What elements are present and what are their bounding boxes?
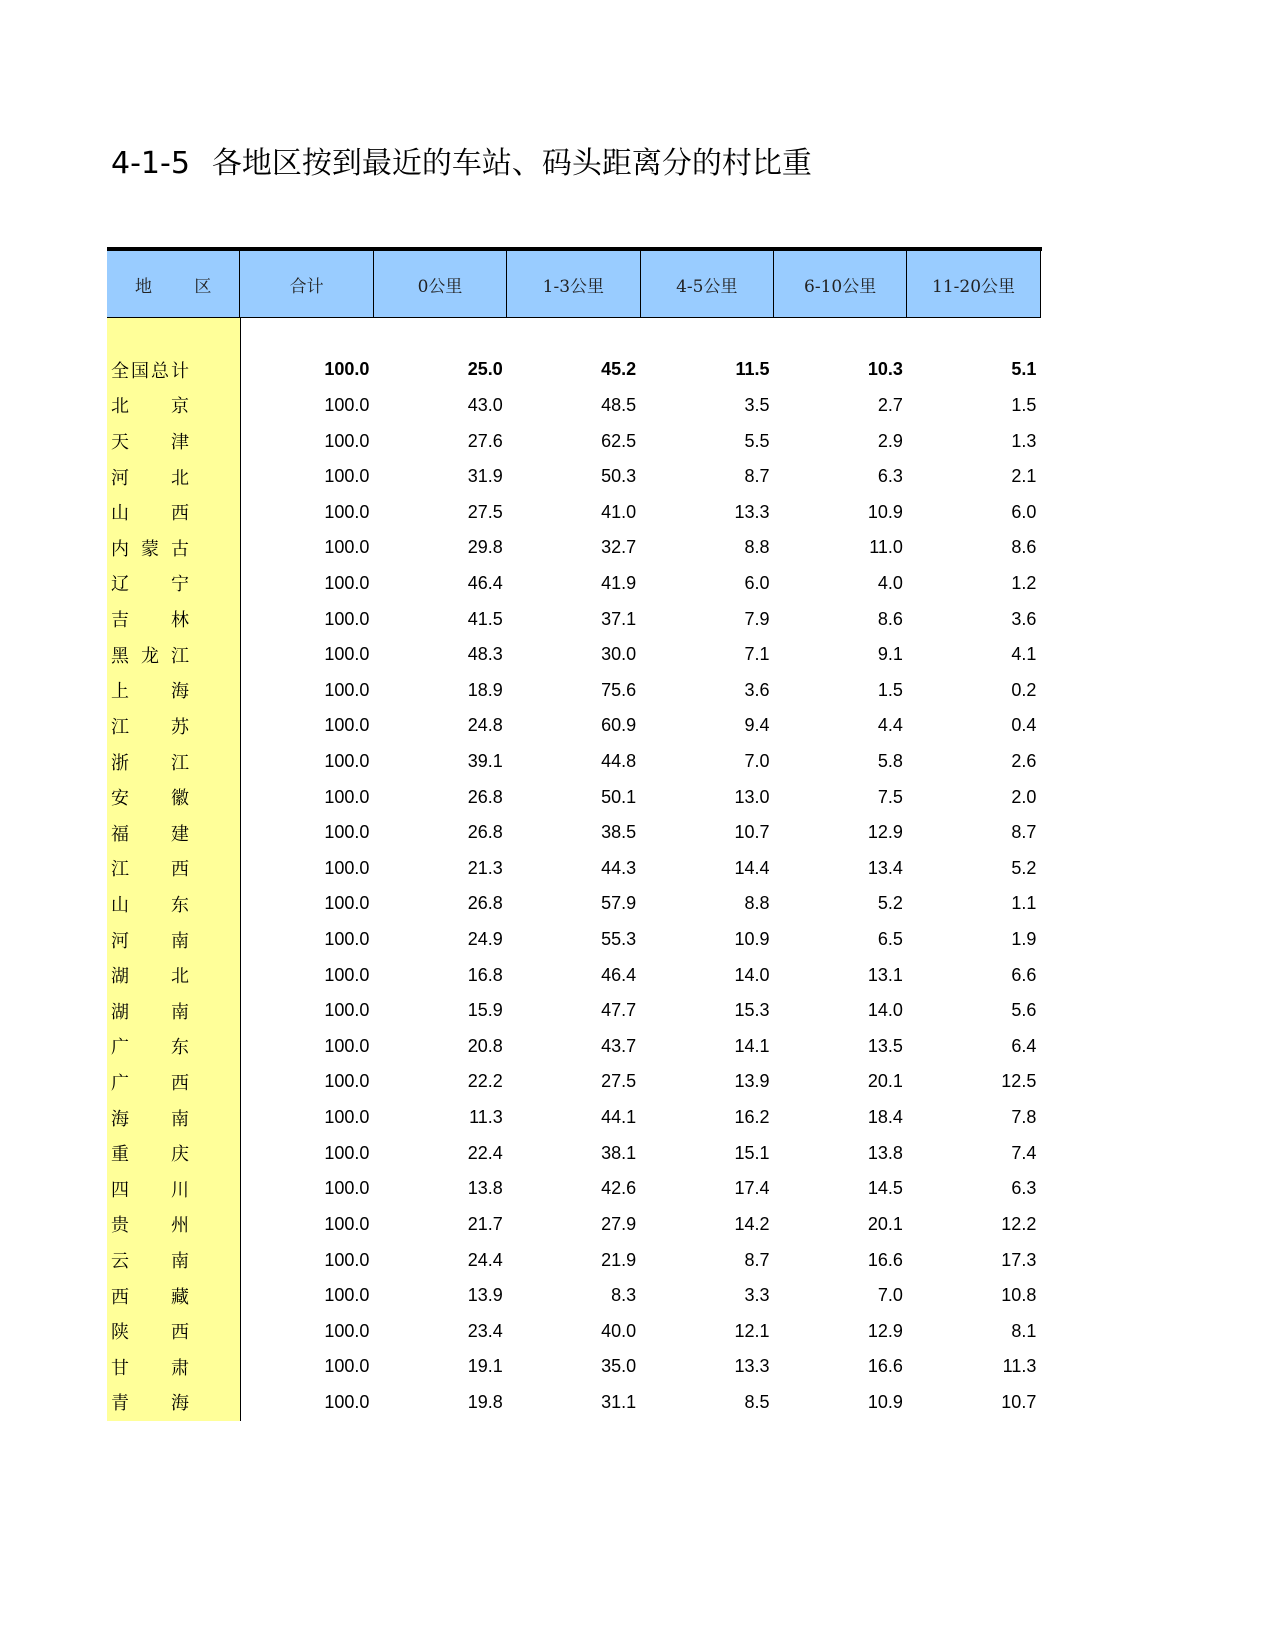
value-cell: 15.1 — [734, 1142, 770, 1163]
region-name: 湖南 — [111, 1001, 231, 1023]
value-cell: 26.8 — [467, 786, 503, 807]
value-cell: 5.1 — [1011, 359, 1037, 380]
value-cell: 8.6 — [1011, 537, 1037, 558]
value-cell: 16.6 — [867, 1249, 903, 1270]
region-name: 北京 — [111, 396, 231, 418]
region-name: 黑龙江 — [111, 645, 201, 667]
region-name: 湖北 — [111, 966, 231, 988]
value-cell: 8.7 — [1011, 822, 1037, 843]
value-cell: 1.2 — [1011, 572, 1037, 593]
value-cell: 10.9 — [867, 1391, 903, 1412]
value-cell: 5.8 — [877, 751, 903, 771]
value-cell: 24.4 — [467, 1249, 503, 1270]
value-cell: 100.0 — [324, 964, 370, 985]
value-cell: 60.9 — [601, 715, 637, 736]
value-cell: 8.1 — [1011, 1320, 1037, 1341]
header-region — [107, 251, 240, 317]
value-cell: 19.1 — [467, 1356, 503, 1377]
value-cell: 1.9 — [1011, 929, 1037, 950]
value-cell: 21.3 — [467, 857, 503, 878]
value-cell: 31.9 — [467, 466, 503, 487]
value-cell: 25.0 — [467, 359, 503, 380]
value-cell: 37.1 — [601, 608, 637, 629]
header-11-20km: 11-20公里 — [907, 251, 1040, 317]
header-total: 合计 — [240, 251, 373, 317]
value-cell: 13.3 — [734, 501, 770, 522]
region-name: 吉林 — [111, 610, 231, 632]
table-row — [107, 815, 1041, 851]
table-row — [107, 530, 1041, 566]
value-cell: 13.9 — [734, 1071, 770, 1092]
region-name: 安徽 — [111, 788, 231, 810]
table-row — [107, 601, 1041, 637]
value-cell: 7.4 — [1011, 1142, 1037, 1163]
value-cell: 27.5 — [467, 501, 503, 522]
value-cell: 13.8 — [467, 1178, 503, 1199]
value-cell: 10.3 — [867, 359, 903, 380]
value-cell: 3.3 — [744, 1285, 770, 1306]
value-cell: 45.2 — [601, 359, 637, 380]
value-cell: 44.1 — [601, 1107, 637, 1128]
value-cell: 8.6 — [877, 608, 903, 629]
value-cell: 22.2 — [467, 1071, 503, 1092]
value-cell: 100.0 — [324, 1142, 370, 1163]
value-cell: 32.7 — [601, 537, 637, 558]
region-name: 全国总计 — [111, 360, 191, 382]
value-cell: 5.5 — [744, 430, 770, 451]
value-cell: 41.9 — [601, 572, 637, 593]
value-cell: 6.4 — [1011, 1035, 1037, 1056]
table-row — [107, 993, 1041, 1029]
value-cell: 100.0 — [324, 394, 370, 415]
value-cell: 75.6 — [601, 679, 637, 700]
value-cell: 15.9 — [467, 1000, 503, 1021]
value-cell: 27.6 — [467, 430, 503, 451]
value-cell: 100.0 — [324, 572, 370, 593]
table-row — [107, 1029, 1041, 1065]
header-region-char: 区 — [194, 276, 212, 297]
value-cell: 41.0 — [601, 501, 637, 522]
value-cell: 18.4 — [867, 1107, 903, 1128]
table-row — [107, 388, 1041, 424]
value-cell: 27.9 — [601, 1213, 637, 1234]
region-name: 贵州 — [111, 1215, 231, 1237]
value-cell: 29.8 — [467, 537, 503, 558]
region-name: 四川 — [111, 1179, 231, 1201]
table-row — [107, 1278, 1041, 1314]
value-cell: 10.9 — [734, 929, 770, 950]
value-cell: 47.7 — [601, 1000, 637, 1021]
value-cell: 12.2 — [1001, 1213, 1037, 1234]
value-cell: 13.8 — [867, 1142, 903, 1163]
value-cell: 13.1 — [867, 964, 903, 985]
value-cell: 39.1 — [467, 751, 503, 771]
value-cell: 27.5 — [601, 1071, 637, 1092]
value-cell: 5.2 — [1011, 857, 1037, 878]
value-cell: 100.0 — [324, 1285, 370, 1306]
value-cell: 9.1 — [877, 644, 903, 665]
value-cell: 100.0 — [324, 1178, 370, 1199]
value-cell: 2.9 — [877, 430, 903, 451]
value-cell: 100.0 — [324, 430, 370, 451]
value-cell: 15.3 — [734, 1000, 770, 1021]
value-cell: 6.5 — [877, 929, 903, 950]
value-cell: 14.5 — [867, 1178, 903, 1199]
value-cell: 62.5 — [601, 430, 637, 451]
value-cell: 11.3 — [469, 1107, 503, 1128]
header-4-5km: 4-5公里 — [641, 251, 774, 317]
header-0km: 0公里 — [374, 251, 507, 317]
value-cell: 4.1 — [1011, 644, 1037, 665]
value-cell: 18.9 — [467, 679, 503, 700]
table-row — [107, 708, 1041, 744]
table-row — [107, 352, 1041, 388]
value-cell: 13.3 — [734, 1356, 770, 1377]
value-cell: 12.1 — [734, 1320, 770, 1341]
region-name: 山东 — [111, 894, 231, 916]
value-cell: 9.4 — [744, 715, 770, 736]
value-cell: 7.9 — [744, 608, 770, 629]
value-cell: 46.4 — [467, 572, 503, 593]
value-cell: 17.3 — [1001, 1249, 1037, 1270]
value-cell: 7.5 — [877, 786, 903, 807]
value-cell: 100.0 — [324, 929, 370, 950]
value-cell: 55.3 — [601, 929, 637, 950]
value-cell: 12.9 — [867, 1320, 903, 1341]
table-row — [107, 637, 1041, 673]
value-cell: 14.4 — [734, 857, 770, 878]
value-cell: 11.0 — [869, 537, 903, 558]
value-cell: 100.0 — [324, 359, 370, 380]
value-cell: 100.0 — [324, 644, 370, 665]
table-row — [107, 459, 1041, 495]
value-cell: 2.6 — [1011, 751, 1037, 771]
value-cell: 14.0 — [734, 964, 770, 985]
value-cell: 6.6 — [1011, 964, 1037, 985]
table-header — [107, 251, 1041, 318]
value-cell: 4.0 — [877, 572, 903, 593]
table-row — [107, 1207, 1041, 1243]
table-row — [107, 672, 1041, 708]
value-cell: 48.5 — [601, 394, 637, 415]
region-name: 上海 — [111, 681, 231, 703]
value-cell: 12.9 — [867, 822, 903, 843]
value-cell: 8.8 — [744, 893, 770, 914]
value-cell: 100.0 — [324, 1107, 370, 1128]
table-body — [107, 352, 1041, 1420]
value-cell: 11.5 — [735, 359, 770, 380]
table-row — [107, 744, 1041, 780]
value-cell: 8.8 — [744, 537, 770, 558]
value-cell: 6.0 — [744, 572, 770, 593]
value-cell: 14.0 — [867, 1000, 903, 1021]
value-cell: 10.7 — [1001, 1391, 1037, 1412]
value-cell: 14.2 — [734, 1213, 770, 1234]
value-cell: 13.9 — [467, 1285, 503, 1306]
value-cell: 5.2 — [877, 893, 903, 914]
table-row — [107, 1171, 1041, 1207]
value-cell: 8.7 — [744, 466, 770, 487]
table-row — [107, 922, 1041, 958]
value-cell: 21.9 — [601, 1249, 637, 1270]
value-cell: 6.3 — [877, 466, 903, 487]
value-cell: 100.0 — [324, 786, 370, 807]
value-cell: 20.8 — [467, 1035, 503, 1056]
value-cell: 4.4 — [877, 715, 903, 736]
value-cell: 100.0 — [324, 751, 370, 771]
value-cell: 11.3 — [1002, 1356, 1037, 1377]
value-cell: 10.9 — [867, 501, 903, 522]
value-cell: 6.0 — [1011, 501, 1037, 522]
table-row — [107, 1135, 1041, 1171]
region-name: 内蒙古 — [111, 538, 201, 560]
value-cell: 48.3 — [467, 644, 503, 665]
table-row — [107, 494, 1041, 530]
header-6-10km: 6-10公里 — [774, 251, 907, 317]
value-cell: 38.5 — [601, 822, 637, 843]
value-cell: 2.7 — [877, 394, 903, 415]
value-cell: 46.4 — [601, 964, 637, 985]
region-name: 河南 — [111, 930, 231, 952]
value-cell: 3.6 — [1011, 608, 1037, 629]
value-cell: 8.3 — [611, 1285, 637, 1306]
region-name: 河北 — [111, 467, 231, 489]
value-cell: 16.6 — [867, 1356, 903, 1377]
table-row — [107, 886, 1041, 922]
value-cell: 100.0 — [324, 1320, 370, 1341]
value-cell: 100.0 — [324, 1000, 370, 1021]
value-cell: 1.3 — [1011, 430, 1037, 451]
table-row — [107, 779, 1041, 815]
value-cell: 1.5 — [877, 679, 903, 700]
table-row — [107, 1349, 1041, 1385]
value-cell: 6.3 — [1011, 1178, 1037, 1199]
value-cell: 100.0 — [324, 679, 370, 700]
region-name: 辽宁 — [111, 574, 231, 596]
value-cell: 40.0 — [601, 1320, 637, 1341]
value-cell: 3.6 — [744, 679, 770, 700]
value-cell: 100.0 — [324, 537, 370, 558]
region-name: 甘肃 — [111, 1357, 231, 1379]
value-cell: 57.9 — [601, 893, 637, 914]
value-cell: 100.0 — [324, 857, 370, 878]
value-cell: 7.1 — [744, 644, 770, 665]
value-cell: 13.0 — [734, 786, 770, 807]
value-cell: 100.0 — [324, 893, 370, 914]
value-cell: 23.4 — [467, 1320, 503, 1341]
value-cell: 100.0 — [324, 1356, 370, 1377]
value-cell: 20.1 — [867, 1071, 903, 1092]
value-cell: 41.5 — [467, 608, 503, 629]
value-cell: 16.2 — [734, 1107, 770, 1128]
value-cell: 44.8 — [601, 751, 637, 771]
region-name: 青海 — [111, 1393, 231, 1415]
value-cell: 13.4 — [867, 857, 903, 878]
value-cell: 7.8 — [1011, 1107, 1037, 1128]
header-region-char: 地 — [135, 276, 152, 297]
value-cell: 10.7 — [734, 822, 770, 843]
value-cell: 100.0 — [324, 1071, 370, 1092]
region-name: 山西 — [111, 503, 231, 525]
value-cell: 43.7 — [601, 1035, 637, 1056]
region-name: 天津 — [111, 432, 231, 454]
header-1-3km: 1-3公里 — [507, 251, 640, 317]
value-cell: 22.4 — [467, 1142, 503, 1163]
value-cell: 50.1 — [601, 786, 637, 807]
value-cell: 100.0 — [324, 1035, 370, 1056]
table-row — [107, 1064, 1041, 1100]
value-cell: 31.1 — [601, 1391, 637, 1412]
value-cell: 5.6 — [1011, 1000, 1037, 1021]
table-row — [107, 566, 1041, 602]
region-name: 江西 — [111, 859, 231, 881]
table-row — [107, 1385, 1041, 1421]
value-cell: 50.3 — [601, 466, 637, 487]
value-cell: 17.4 — [734, 1178, 770, 1199]
value-cell: 100.0 — [324, 822, 370, 843]
value-cell: 0.2 — [1011, 679, 1037, 700]
value-cell: 12.5 — [1001, 1071, 1037, 1092]
value-cell: 16.8 — [467, 964, 503, 985]
region-name: 广东 — [111, 1037, 231, 1059]
table-row — [107, 851, 1041, 887]
value-cell: 38.1 — [601, 1142, 637, 1163]
value-cell: 30.0 — [601, 644, 637, 665]
region-name: 西藏 — [111, 1286, 231, 1308]
table-number: 4-1-5 — [111, 146, 190, 181]
value-cell: 100.0 — [324, 715, 370, 736]
region-name: 江苏 — [111, 716, 231, 738]
table-row — [107, 1100, 1041, 1136]
value-cell: 21.7 — [467, 1213, 503, 1234]
region-name: 浙江 — [111, 752, 231, 774]
value-cell: 20.1 — [867, 1213, 903, 1234]
table-row — [107, 1313, 1041, 1349]
value-cell: 8.7 — [744, 1249, 770, 1270]
table-title: 各地区按到最近的车站、码头距离分的村比重 — [211, 146, 812, 181]
page-title — [111, 138, 812, 182]
value-cell: 10.8 — [1001, 1285, 1037, 1306]
value-cell: 100.0 — [324, 1391, 370, 1412]
table-row — [107, 1242, 1041, 1278]
value-cell: 19.8 — [467, 1391, 503, 1412]
value-cell: 2.0 — [1011, 786, 1037, 807]
value-cell: 100.0 — [324, 1249, 370, 1270]
value-cell: 1.5 — [1011, 394, 1037, 415]
region-name: 海南 — [111, 1108, 231, 1130]
value-cell: 14.1 — [734, 1035, 770, 1056]
value-cell: 35.0 — [601, 1356, 637, 1377]
region-name: 陕西 — [111, 1322, 231, 1344]
region-name: 福建 — [111, 823, 231, 845]
value-cell: 42.6 — [601, 1178, 637, 1199]
value-cell: 7.0 — [744, 751, 770, 771]
value-cell: 1.1 — [1011, 893, 1037, 914]
value-cell: 0.4 — [1011, 715, 1037, 736]
value-cell: 100.0 — [324, 501, 370, 522]
value-cell: 24.9 — [467, 929, 503, 950]
table-row — [107, 957, 1041, 993]
value-cell: 7.0 — [877, 1285, 903, 1306]
value-cell: 100.0 — [324, 608, 370, 629]
value-cell: 100.0 — [324, 1213, 370, 1234]
value-cell: 43.0 — [467, 394, 503, 415]
value-cell: 8.5 — [744, 1391, 770, 1412]
value-cell: 2.1 — [1011, 466, 1037, 487]
value-cell: 13.5 — [867, 1035, 903, 1056]
region-name: 云南 — [111, 1251, 231, 1273]
region-name: 广西 — [111, 1072, 231, 1094]
value-cell: 24.8 — [467, 715, 503, 736]
value-cell: 26.8 — [467, 822, 503, 843]
table-row — [107, 423, 1041, 459]
value-cell: 100.0 — [324, 466, 370, 487]
value-cell: 44.3 — [601, 857, 637, 878]
value-cell: 3.5 — [744, 394, 770, 415]
region-name: 重庆 — [111, 1144, 231, 1166]
value-cell: 26.8 — [467, 893, 503, 914]
